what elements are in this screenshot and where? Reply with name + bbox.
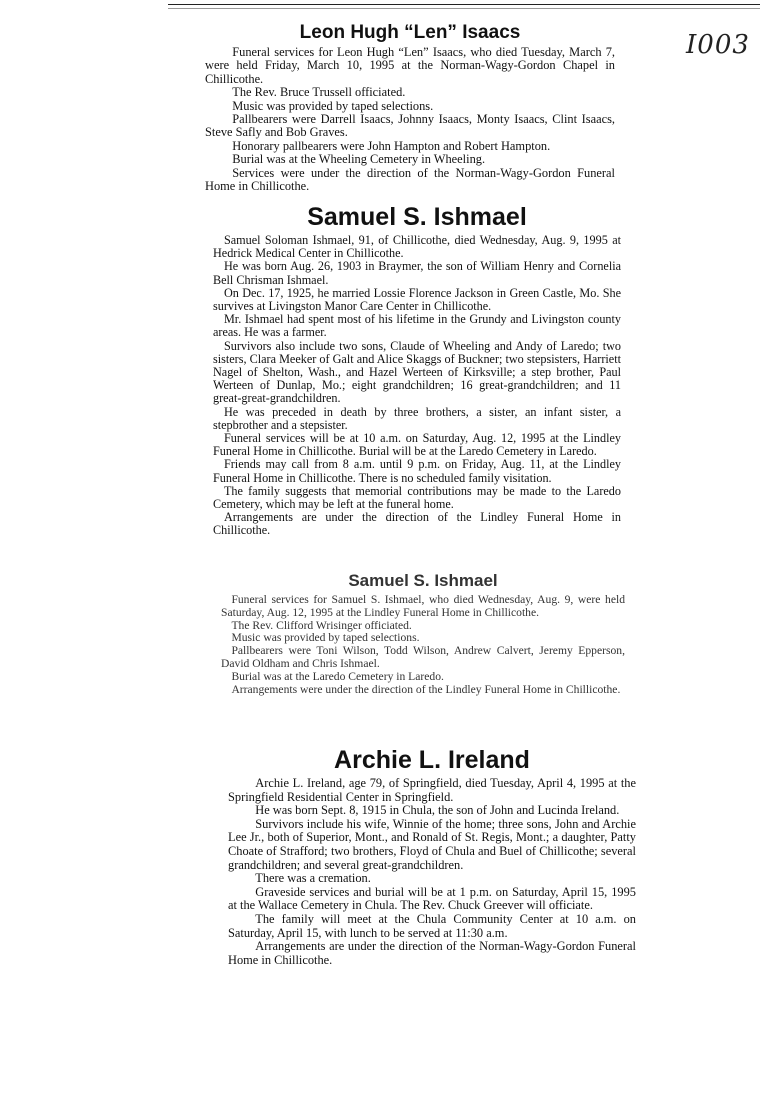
obituary-paragraph: Pallbearers were Toni Wilson, Todd Wilson, Andrew Calvert, Jeremy Epperson, David Oldham and Chris Ishmael. bbox=[221, 644, 625, 670]
obituary-title: Samuel S. Ishmael bbox=[307, 203, 527, 231]
top-rule-secondary bbox=[168, 8, 760, 9]
obituary-paragraph: Friends may call from 8 a.m. until 9 p.m. on Friday, Aug. 11, at the Lindley Funeral Home in Chillicothe. There is no scheduled family visitation. bbox=[213, 457, 621, 485]
obituary-paragraph: Pallbearers were Darrell Isaacs, Johnny Isaacs, Monty Isaacs, Clint Isaacs, Steve Safly and Bob Graves. bbox=[205, 112, 615, 140]
obituary-paragraph: The family suggests that memorial contributions may be made to the Laredo Cemetery, which may be left at the funeral home. bbox=[213, 483, 621, 512]
obituary-paragraph: Mr. Ishmael had spent most of his lifetime in the Grundy and Livingston county areas. He was a farmer. bbox=[213, 312, 621, 340]
obituary-title: Samuel S. Ishmael bbox=[348, 571, 498, 590]
obituary-title: Archie L. Ireland bbox=[334, 746, 530, 774]
obituary-paragraph: Services were under the direction of the Norman-Wagy-Gordon Funeral Home in Chillicothe. bbox=[205, 165, 615, 194]
obituary-paragraph: Burial was at the Wheeling Cemetery in Wheeling. bbox=[232, 152, 486, 167]
handwritten-annotation: I003 bbox=[686, 30, 750, 60]
obituary-paragraph: Burial was at the Laredo Cemetery in Laredo. bbox=[231, 669, 444, 683]
obituary-samuel-ishmael-services bbox=[221, 571, 625, 696]
obituary-paragraph: Honorary pallbearers were John Hampton and Robert Hampton. bbox=[232, 138, 551, 153]
obituary-paragraph: Archie L. Ireland, age 79, of Springfield, died Tuesday, April 4, 1995 at the Springfield Residential Center in Springfield. bbox=[228, 776, 636, 804]
obituary-paragraph: Arrangements are under the direction of the Lindley Funeral Home in Chillicothe. bbox=[213, 510, 621, 538]
obituary-paragraph: There was a cremation. bbox=[255, 871, 371, 886]
obituary-samuel-ishmael bbox=[213, 203, 621, 538]
obituary-paragraph: Survivors also include two sons, Claude of Wheeling and Andy of Laredo; two sisters, Clara Meeker of Galt and Alice Skaggs of Buckner; two stepsisters, Harriett Nagel of Shelton, Wash., and Hazel Werteen of Kirksville; a step brother, Paul Werteen of Dunlap, Mo.; eight grandchildren; 16 great-grandchildren; and 11 great-great-grandchildren. bbox=[213, 338, 621, 406]
obituary-paragraph: Arrangements are under the direction of the Norman-Wagy-Gordon Funeral Home in Chillicothe. bbox=[228, 939, 636, 967]
top-rule bbox=[168, 4, 760, 5]
obituary-paragraph: On Dec. 17, 1925, he married Lossie Florence Jackson in Green Castle, Mo. She survives at Livingston Manor Care Center in Chillicothe. bbox=[213, 285, 621, 314]
obituary-paragraph: Funeral services will be at 10 a.m. on Saturday, Aug. 12, 1995 at the Lindley Funeral Home in Chillicothe. Burial will be at the Laredo Cemetery in Laredo. bbox=[213, 431, 621, 459]
obituary-title: Leon Hugh “Len” Isaacs bbox=[299, 22, 521, 43]
obituary-paragraph: He was born Sept. 8, 1915 in Chula, the son of John and Lucinda Ireland. bbox=[255, 803, 620, 818]
obituary-paragraph: He was born Aug. 26, 1903 in Braymer, the son of William Henry and Cornelia Bell Chrisman Ishmael. bbox=[213, 259, 621, 287]
obituary-leon-isaacs bbox=[205, 22, 615, 193]
obituary-paragraph: The Rev. Bruce Trussell officiated. bbox=[232, 85, 406, 100]
obituary-paragraph: He was preceded in death by three brothers, a sister, an infant sister, a stepbrother and a stepsister. bbox=[213, 404, 621, 432]
obituary-paragraph: Survivors include his wife, Winnie of the home; three sons, John and Archie Lee Jr., both of Superior, Mont., and Ronald of St. Regis, Mont.; a daughter, Patty Choate of Strafford; two brothers, Floyd of Chula and Buel of Chillicothe; several grandchildren; and several great-grandchildren. bbox=[228, 816, 636, 872]
obituary-paragraph: Music was provided by taped selections. bbox=[231, 631, 420, 645]
obituary-paragraph: Funeral services for Samuel S. Ishmael, who died Wednesday, Aug. 9, were held Saturday, Aug. 12, 1995 at the Lindley Funeral Home in Chillicothe. bbox=[221, 593, 625, 619]
obituary-paragraph: Graveside services and burial will be at 1 p.m. on Saturday, April 15, 1995 at the Wallace Cemetery in Chula. The Rev. Chuck Greever will officiate. bbox=[228, 884, 636, 913]
obituary-paragraph: The Rev. Clifford Wrisinger officiated. bbox=[231, 618, 412, 632]
obituary-paragraph: Samuel Soloman Ishmael, 91, of Chillicothe, died Wednesday, Aug. 9, 1995 at Hedrick Medical Center in Chillicothe. bbox=[213, 233, 621, 261]
obituary-paragraph: The family will meet at the Chula Community Center at 10 a.m. on Saturday, April 15, with lunch to be served at 11:30 a.m. bbox=[228, 911, 636, 940]
obituary-paragraph: Music was provided by taped selections. bbox=[232, 98, 434, 113]
obituary-paragraph: Arrangements were under the direction of the Lindley Funeral Home in Chillicothe. bbox=[231, 682, 621, 696]
obituary-archie-ireland bbox=[228, 746, 636, 967]
obituary-paragraph: Funeral services for Leon Hugh “Len” Isaacs, who died Tuesday, March 7, were held Friday, March 10, 1995 at the Norman-Wagy-Gordon Chapel in Chillicothe. bbox=[205, 45, 615, 86]
